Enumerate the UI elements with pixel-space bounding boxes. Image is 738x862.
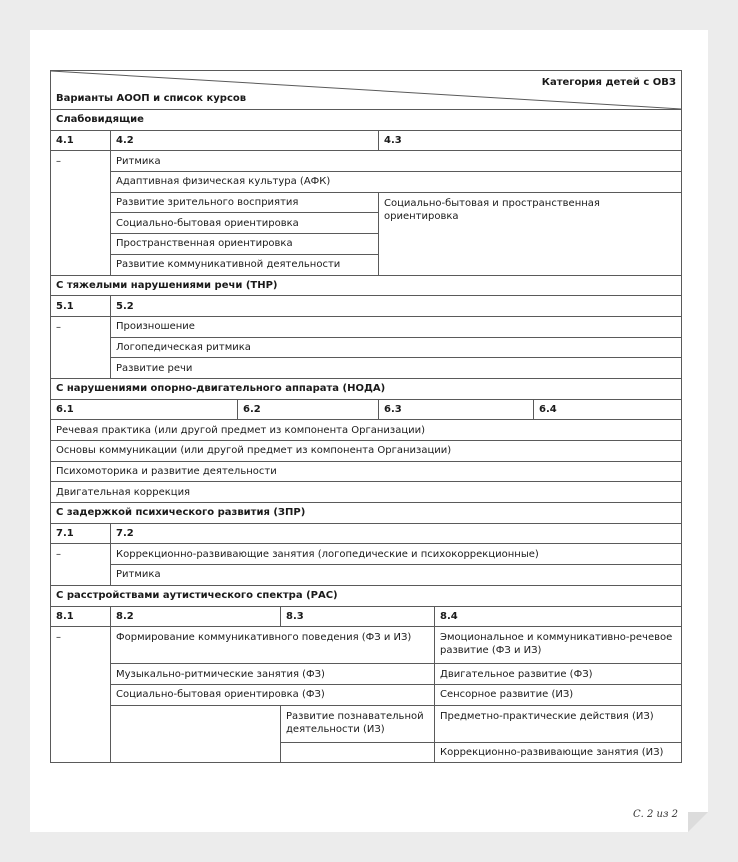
variant-8-1: 8.1	[51, 606, 111, 627]
course-row	[51, 151, 682, 172]
course-row	[51, 192, 682, 213]
variant-row	[51, 399, 682, 420]
course-cell: Развитие познавательной деятельности (ИЗ)	[281, 705, 435, 742]
course-row	[51, 544, 682, 565]
course-cell: Сенсорное развитие (ИЗ)	[435, 684, 682, 705]
dash-cell: –	[51, 151, 111, 275]
variant-7-1: 7.1	[51, 523, 111, 544]
empty-cell	[281, 742, 435, 763]
diagonal-header-cell	[51, 71, 682, 110]
course-row	[51, 461, 682, 482]
variant-5-1: 5.1	[51, 296, 111, 317]
course-cell-merged: Социально-бытовая и пространственная ориентировка	[379, 192, 682, 275]
course-cell: Речевая практика (или другой предмет из компонента Организации)	[51, 420, 682, 441]
course-row	[51, 316, 682, 337]
course-cell: Ритмика	[111, 151, 682, 172]
course-row	[51, 705, 682, 742]
variant-row	[51, 606, 682, 627]
course-cell: Эмоциональное и коммуникативно-речевое развитие (ФЗ и ИЗ)	[435, 627, 682, 664]
empty-cell	[111, 705, 281, 763]
document-page	[30, 30, 708, 832]
variant-4-2: 4.2	[111, 130, 379, 151]
section-row	[51, 275, 682, 296]
course-cell: Формирование коммуникативного поведения (ФЗ и ИЗ)	[111, 627, 435, 664]
header-row	[51, 71, 682, 110]
course-cell: Коррекционно-развивающие занятия (ИЗ)	[435, 742, 682, 763]
variant-row	[51, 130, 682, 151]
course-cell: Психомоторика и развитие деятельности	[51, 461, 682, 482]
variant-6-2: 6.2	[238, 399, 379, 420]
section-row	[51, 503, 682, 524]
course-row	[51, 441, 682, 462]
variant-5-2: 5.2	[111, 296, 682, 317]
course-row	[51, 684, 682, 705]
course-row	[51, 627, 682, 664]
section-row	[51, 378, 682, 399]
section-title-delay: С задержкой психического развития (ЗПР)	[51, 503, 682, 524]
variant-row	[51, 296, 682, 317]
course-cell: Предметно-практические действия (ИЗ)	[435, 705, 682, 742]
course-row	[51, 565, 682, 586]
page-number: С. 2 из 2	[633, 809, 678, 820]
variant-7-2: 7.2	[111, 523, 682, 544]
course-cell: Пространственная ориентировка	[111, 234, 379, 255]
course-row	[51, 664, 682, 685]
course-cell: Развитие коммуникативной деятельности	[111, 254, 379, 275]
category-heading: Категория детей с ОВЗ	[541, 77, 677, 88]
course-cell: Социально-бытовая ориентировка (ФЗ)	[111, 684, 435, 705]
dash-cell: –	[51, 544, 111, 585]
variant-6-3: 6.3	[379, 399, 534, 420]
variant-row	[51, 523, 682, 544]
course-row	[51, 358, 682, 379]
course-cell: Основы коммуникации (или другой предмет из компонента Организации)	[51, 441, 682, 462]
course-cell: Социально-бытовая ориентировка	[111, 213, 379, 234]
course-cell: Развитие зрительного восприятия	[111, 192, 379, 213]
section-title-visually-impaired: Слабовидящие	[51, 110, 682, 131]
course-row	[51, 337, 682, 358]
variant-4-1: 4.1	[51, 130, 111, 151]
variant-8-2: 8.2	[111, 606, 281, 627]
variant-6-1: 6.1	[51, 399, 238, 420]
course-cell: Произношение	[111, 316, 682, 337]
variant-4-3: 4.3	[379, 130, 682, 151]
course-cell: Коррекционно-развивающие занятия (логопедические и психокоррекционные)	[111, 544, 682, 565]
section-title-musculoskeletal: С нарушениями опорно-двигательного аппарата (НОДА)	[51, 378, 682, 399]
course-cell: Двигательная коррекция	[51, 482, 682, 503]
dash-cell: –	[51, 627, 111, 763]
course-cell: Логопедическая ритмика	[111, 337, 682, 358]
course-cell: Адаптивная физическая культура (АФК)	[111, 172, 682, 193]
variant-6-4: 6.4	[534, 399, 682, 420]
course-cell: Ритмика	[111, 565, 682, 586]
section-title-autism: С расстройствами аутистического спектра (РАС)	[51, 585, 682, 606]
section-row	[51, 585, 682, 606]
course-cell: Музыкально-ритмические занятия (ФЗ)	[111, 664, 435, 685]
page-corner-fold	[688, 812, 708, 832]
course-row	[51, 482, 682, 503]
course-cell: Развитие речи	[111, 358, 682, 379]
section-title-speech: С тяжелыми нарушениями речи (ТНР)	[51, 275, 682, 296]
course-cell: Двигательное развитие (ФЗ)	[435, 664, 682, 685]
section-row	[51, 110, 682, 131]
course-row	[51, 420, 682, 441]
dash-cell: –	[51, 316, 111, 378]
courses-table	[50, 70, 682, 763]
variant-8-4: 8.4	[435, 606, 682, 627]
variant-8-3: 8.3	[281, 606, 435, 627]
variants-heading: Варианты АООП и список курсов	[56, 93, 247, 104]
course-row	[51, 172, 682, 193]
